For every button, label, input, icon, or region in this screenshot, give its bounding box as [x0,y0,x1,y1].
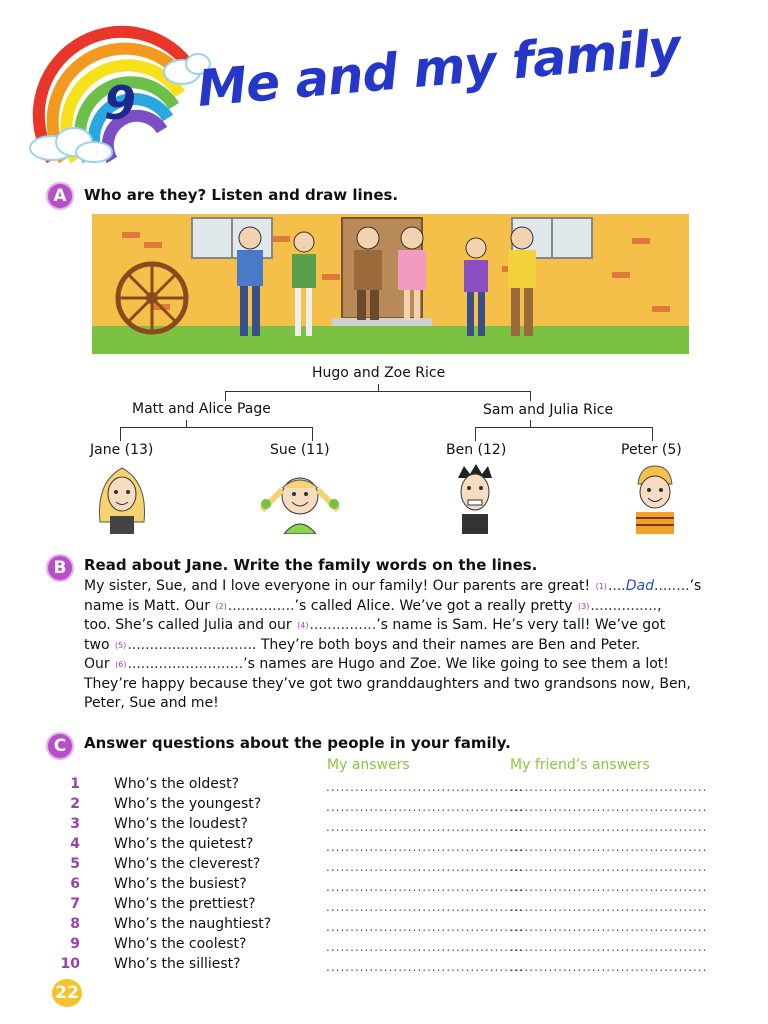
tree-parents-left: Matt and Alice Page [132,401,271,417]
tree-connector [120,427,313,428]
blank-1[interactable]: ....Dad........ [607,578,690,594]
question-number: 5 [70,856,80,872]
text-segment: My sister, Sue, and I love everyone in our family! Our parents are great! [84,578,591,594]
question-number: 9 [70,936,80,952]
question-number: 4 [70,836,80,852]
column-friend-answers: My friend’s answers [510,757,650,773]
friend-answer-line[interactable]: ......................................... [510,940,708,954]
text-segment: too. She’s called Julia and our [84,617,292,633]
my-answer-line[interactable]: ......................................... [326,900,524,914]
tree-connector [120,427,121,441]
portrait-jane [92,462,152,534]
questions-list [60,776,708,976]
blank-number: (3) [578,601,590,611]
text-segment: name is Matt. Our [84,597,210,614]
question-number: 1 [70,776,80,792]
question-row [60,956,708,976]
friend-answer-line[interactable]: ......................................... [510,780,708,794]
paragraph-line: Peter, Sue and me! [84,695,219,711]
my-answer-line[interactable]: ......................................... [326,880,524,894]
my-answer-line[interactable]: ......................................... [326,840,524,854]
my-answer-line[interactable]: ......................................... [326,780,524,794]
text-segment: ’s names are Hugo and Zoe. We like going to see them a lot! [243,656,669,672]
tree-connector [475,427,653,428]
question-row [60,896,708,916]
page-number-badge: 22 [52,979,82,1007]
blank-5[interactable]: ............................ [127,636,252,653]
paragraph-line [84,655,724,675]
question-row [60,916,708,936]
friend-answer-line[interactable]: ......................................... [510,920,708,934]
question-number: 7 [70,896,80,912]
question-row [60,796,708,816]
blank-number: (4) [297,621,309,630]
paragraph-line [84,636,724,656]
tree-parents-right: Sam and Julia Rice [483,402,614,418]
blank-number: (2) [215,601,227,611]
paragraph-line [84,577,724,597]
tree-child-sue: Sue (11) [270,442,330,458]
text-segment: . They’re both boys and their names are Ben and Peter. [251,636,641,653]
section-b-heading: Read about Jane. Write the family words on the lines. [84,556,538,574]
blank-number: (6) [115,660,127,669]
portrait-ben [452,462,498,534]
my-answer-line[interactable]: ......................................... [326,800,524,814]
tree-grandparents: Hugo and Zoe Rice [312,365,446,381]
blank-number: (5) [114,640,127,650]
my-answer-line[interactable]: ......................................... [326,940,524,954]
question-text: Who’s the naughtiest? [114,916,272,932]
tree-connector [475,427,476,441]
friend-answer-line[interactable]: ......................................... [510,820,708,834]
column-my-answers: My answers [327,757,410,773]
question-row [60,776,708,796]
question-text: Who’s the busiest? [114,876,247,892]
question-number: 3 [70,816,80,832]
blank-6[interactable]: .......................... [127,656,244,672]
question-number: 6 [70,876,80,892]
question-row [60,936,708,956]
question-text: Who’s the youngest? [114,796,262,812]
question-text: Who’s the coolest? [114,936,247,952]
my-answer-line[interactable]: ......................................... [326,820,524,834]
friend-answer-line[interactable]: ......................................... [510,900,708,914]
friend-answer-line[interactable]: ......................................... [510,860,708,874]
tree-connector [530,391,531,401]
tree-connector [312,427,313,441]
page-title: Me and my family [194,18,683,119]
question-text: Who’s the loudest? [114,816,248,832]
question-row [60,856,708,876]
question-row [60,816,708,836]
tree-connector [225,391,531,392]
question-text: Who’s the silliest? [114,956,241,972]
tree-connector [652,427,653,441]
friend-answer-line[interactable]: ......................................... [510,800,708,814]
question-row [60,876,708,896]
tree-child-ben: Ben (12) [446,442,507,458]
unit-number: 9 [104,76,137,130]
question-text: Who’s the quietest? [114,836,254,852]
friend-answer-line[interactable]: ......................................... [510,880,708,894]
tree-connector [225,391,226,401]
friend-answer-line[interactable]: ......................................... [510,960,708,974]
question-number: 8 [70,916,80,932]
text-segment: two [84,636,110,653]
portrait-sue [254,470,346,534]
my-answer-line[interactable]: ......................................... [326,920,524,934]
blank-number: (1) [595,582,607,591]
portrait-peter [630,462,680,534]
question-number: 10 [60,956,80,972]
text-segment: ’s called Alice. We’ve got a really pretty [294,597,573,614]
question-text: Who’s the prettiest? [114,896,256,912]
text-segment: ’s name is Sam. He’s very tall! We’ve got [376,617,666,633]
jane-paragraph [84,577,724,714]
family-illustration [92,214,689,354]
question-number: 2 [70,796,80,812]
question-text: Who’s the oldest? [114,776,240,792]
question-row [60,836,708,856]
paragraph-line: They’re happy because they’ve got two granddaughters and two grandsons now, Ben, [84,675,691,692]
section-b-badge: B [46,554,74,582]
section-c-heading: Answer questions about the people in your family. [84,734,511,752]
blank-2[interactable]: ............... [227,597,295,614]
section-a-heading: Who are they? Listen and draw lines. [84,186,399,204]
tree-child-peter: Peter (5) [621,442,682,458]
friend-answer-line[interactable]: ......................................... [510,840,708,854]
blank-4[interactable]: ............... [309,617,377,633]
section-c-badge: C [46,732,74,760]
section-a-badge: A [46,182,74,210]
paragraph-line [84,597,724,617]
blank-3[interactable]: ............... [590,597,658,614]
answer-1-handwritten: Dad [625,578,654,594]
text-segment: Our [84,656,110,672]
tree-child-jane: Jane (13) [90,442,154,458]
my-answer-line[interactable]: ......................................... [326,860,524,874]
text-segment: , [657,597,662,614]
my-answer-line[interactable]: ......................................... [326,960,524,974]
paragraph-line [84,616,724,636]
text-segment: ’s [689,578,702,594]
question-text: Who’s the cleverest? [114,856,261,872]
